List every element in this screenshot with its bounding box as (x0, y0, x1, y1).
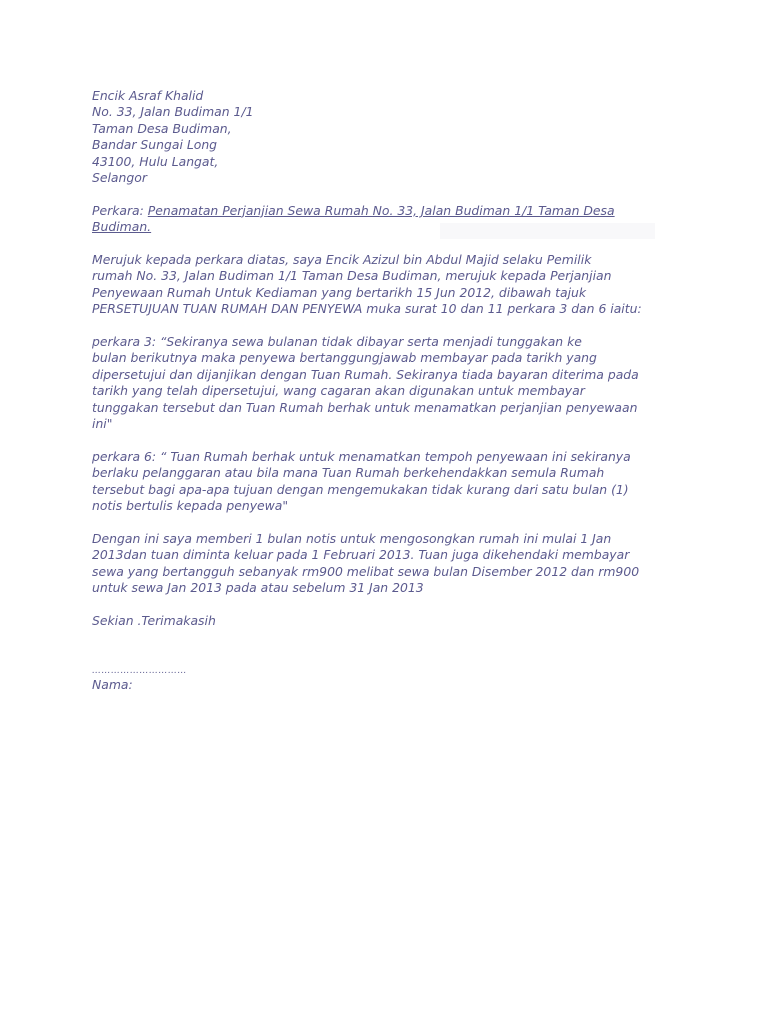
spacer (92, 318, 692, 334)
address-line: Encik Asraf Khalid (92, 88, 204, 103)
closing-text: Sekian .Terimakasih (92, 612, 216, 628)
paragraph-line: tunggakan tersebut dan Tuan Rumah berhak untuk menamatkan perjanjian penyewaan (92, 399, 638, 415)
paragraph-line: tarikh yang telah dipersetujui, wang cagaran akan digunakan untuk membayar (92, 383, 585, 399)
paragraph-line: tersebut bagi apa-apa tujuan dengan mengemukakan tidak kurang dari satu bulan (1) (92, 481, 629, 497)
paragraph-line: berlaku pelanggaran atau bila mana Tuan Rumah berkehendakkan semula Rumah (92, 465, 605, 481)
paragraph-line: perkara 3: “Sekiranya sewa bulanan tidak dibayar serta menjadi tunggakan ke (92, 334, 582, 350)
spacer (92, 432, 692, 448)
address-line: Taman Desa Budiman, (92, 120, 232, 136)
paragraph-line: untuk sewa Jan 2013 pada atau sebelum 31 Jan 2013 (92, 580, 424, 596)
paragraph-line: perkara 6: “ Tuan Rumah berhak untuk menamatkan tempoh penyewaan ini sekiranya (92, 448, 631, 464)
notice-paragraph (92, 531, 692, 597)
signature-line: ………………………… (92, 666, 187, 677)
subject-value: Budiman. (92, 219, 152, 235)
spacer (92, 515, 692, 531)
paragraph-line: Dengan ini saya memberi 1 bulan notis untuk mengosongkan rumah ini mulai 1 Jan (92, 530, 612, 546)
paragraph-line: sewa yang bertangguh sebanyak rm900 melibat sewa bulan Disember 2012 dan rm900 (92, 563, 640, 579)
clause-6-paragraph (92, 449, 692, 515)
paragraph-line: ini" (92, 416, 113, 432)
recipient-address (92, 88, 692, 186)
paragraph-line: rumah No. 33, Jalan Budiman 1/1 Taman Desa Budiman, merujuk kepada Perjanjian (92, 268, 612, 284)
signature-block (92, 665, 692, 693)
address-line: No. 33, Jalan Budiman 1/1 (92, 104, 254, 120)
subject-label: Perkara: (92, 202, 148, 218)
paragraph-line: bulan berikutnya maka penyewa bertanggungjawab membayar pada tarikh yang (92, 350, 597, 366)
subject-line (92, 219, 692, 235)
address-line: Selangor (92, 170, 147, 186)
paragraph-line: Penyewaan Rumah Untuk Kediaman yang bertarikh 15 Jun 2012, dibawah tajuk (92, 284, 587, 300)
spacer (92, 597, 692, 613)
letter-body (92, 88, 692, 694)
paragraph-line: dipersetujui dan dijanjikan dengan Tuan Rumah. Sekiranya tiada bayaran diterima pada (92, 366, 639, 382)
paragraph-line: 2013dan tuan diminta keluar pada 1 Februari 2013. Tuan juga dikehendaki membayar (92, 547, 630, 563)
paragraph-line: notis bertulis kepada penyewa" (92, 498, 289, 514)
subject-value: Penamatan Perjanjian Sewa Rumah No. 33, Jalan Budiman 1/1 Taman Desa (147, 202, 615, 218)
spacer (92, 629, 692, 665)
spacer (92, 186, 692, 202)
name-label: Nama: (92, 677, 133, 693)
clause-3-paragraph (92, 334, 692, 432)
subject-block (92, 203, 692, 236)
paragraph-line: PERSETUJUAN TUAN RUMAH DAN PENYEWA muka surat 10 dan 11 perkara 3 dan 6 iaitu: (92, 301, 642, 317)
intro-paragraph (92, 252, 692, 318)
address-line: Bandar Sungai Long (92, 137, 218, 153)
address-line: 43100, Hulu Langat, (92, 153, 219, 169)
spacer (92, 236, 692, 252)
paragraph-line: Merujuk kepada perkara diatas, saya Encik Azizul bin Abdul Majid selaku Pemilik (92, 252, 592, 268)
subject-line (92, 203, 692, 219)
